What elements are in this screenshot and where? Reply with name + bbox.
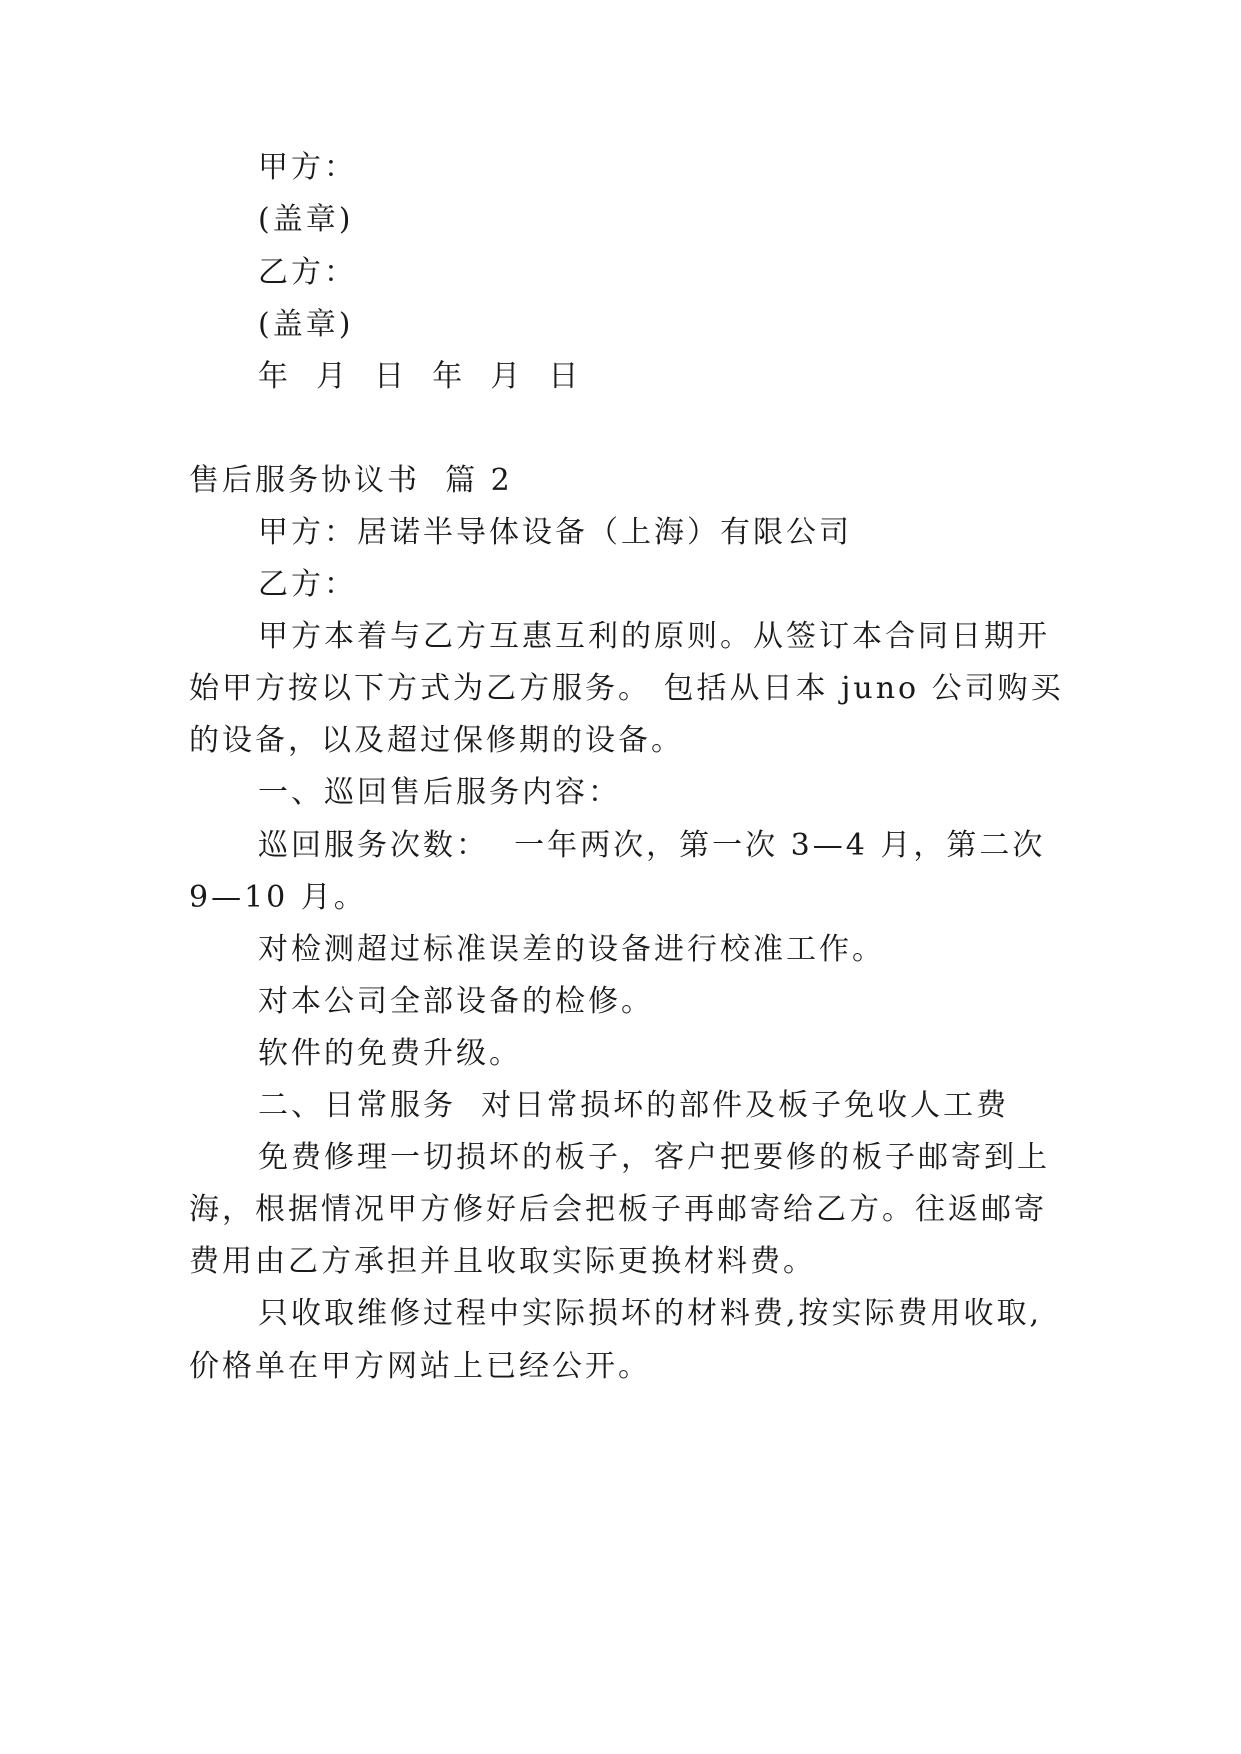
item1-repair: 对本公司全部设备的检修。 xyxy=(258,984,654,1019)
item1-line-1: 巡回服务次数： 一年两次，第一次 3—4 月，第二次 xyxy=(258,828,1046,863)
item1-software: 软件的免费升级。 xyxy=(258,1036,522,1071)
item2-title: 二、日常服务 对日常损坏的部件及板子免收人工费 xyxy=(258,1088,1010,1123)
signature-party-b: 乙方： xyxy=(258,255,357,290)
item1-calibration: 对检测超过标准误差的设备进行校准工作。 xyxy=(258,932,885,967)
party-a-line: 甲方：居诺半导体设备（上海）有限公司 xyxy=(258,515,852,550)
party-b-line: 乙方： xyxy=(258,567,357,602)
section-heading: 售后服务协议书 篇 2 xyxy=(189,463,513,498)
intro-line-2: 始甲方按以下方式为乙方服务。 包括从日本 juno 公司购买 xyxy=(189,671,1064,706)
item1-title: 一、巡回售后服务内容： xyxy=(258,775,621,810)
signature-date-line: 年 月 日 年 月 日 xyxy=(258,359,582,394)
intro-line-3: 的设备，以及超过保修期的设备。 xyxy=(189,723,684,758)
item2-line-1: 免费修理一切损坏的板子，客户把要修的板子邮寄到上 xyxy=(258,1140,1050,1175)
signature-party-a: 甲方： xyxy=(258,150,357,185)
item1-line-2: 9—10 月。 xyxy=(189,880,367,915)
intro-line-1: 甲方本着与乙方互惠互利的原则。从签订本合同日期开 xyxy=(258,619,1050,654)
signature-seal-b: (盖章) xyxy=(258,307,354,342)
item2-material-line-2: 价格单在甲方网站上已经公开。 xyxy=(189,1349,651,1384)
signature-seal-a: (盖章) xyxy=(258,202,354,237)
item2-line-2: 海，根据情况甲方修好后会把板子再邮寄给乙方。往返邮寄 xyxy=(189,1192,1047,1227)
item2-line-3: 费用由乙方承担并且收取实际更换材料费。 xyxy=(189,1244,816,1279)
item2-material-line-1: 只收取维修过程中实际损坏的材料费,按实际费用收取, xyxy=(258,1296,1043,1331)
